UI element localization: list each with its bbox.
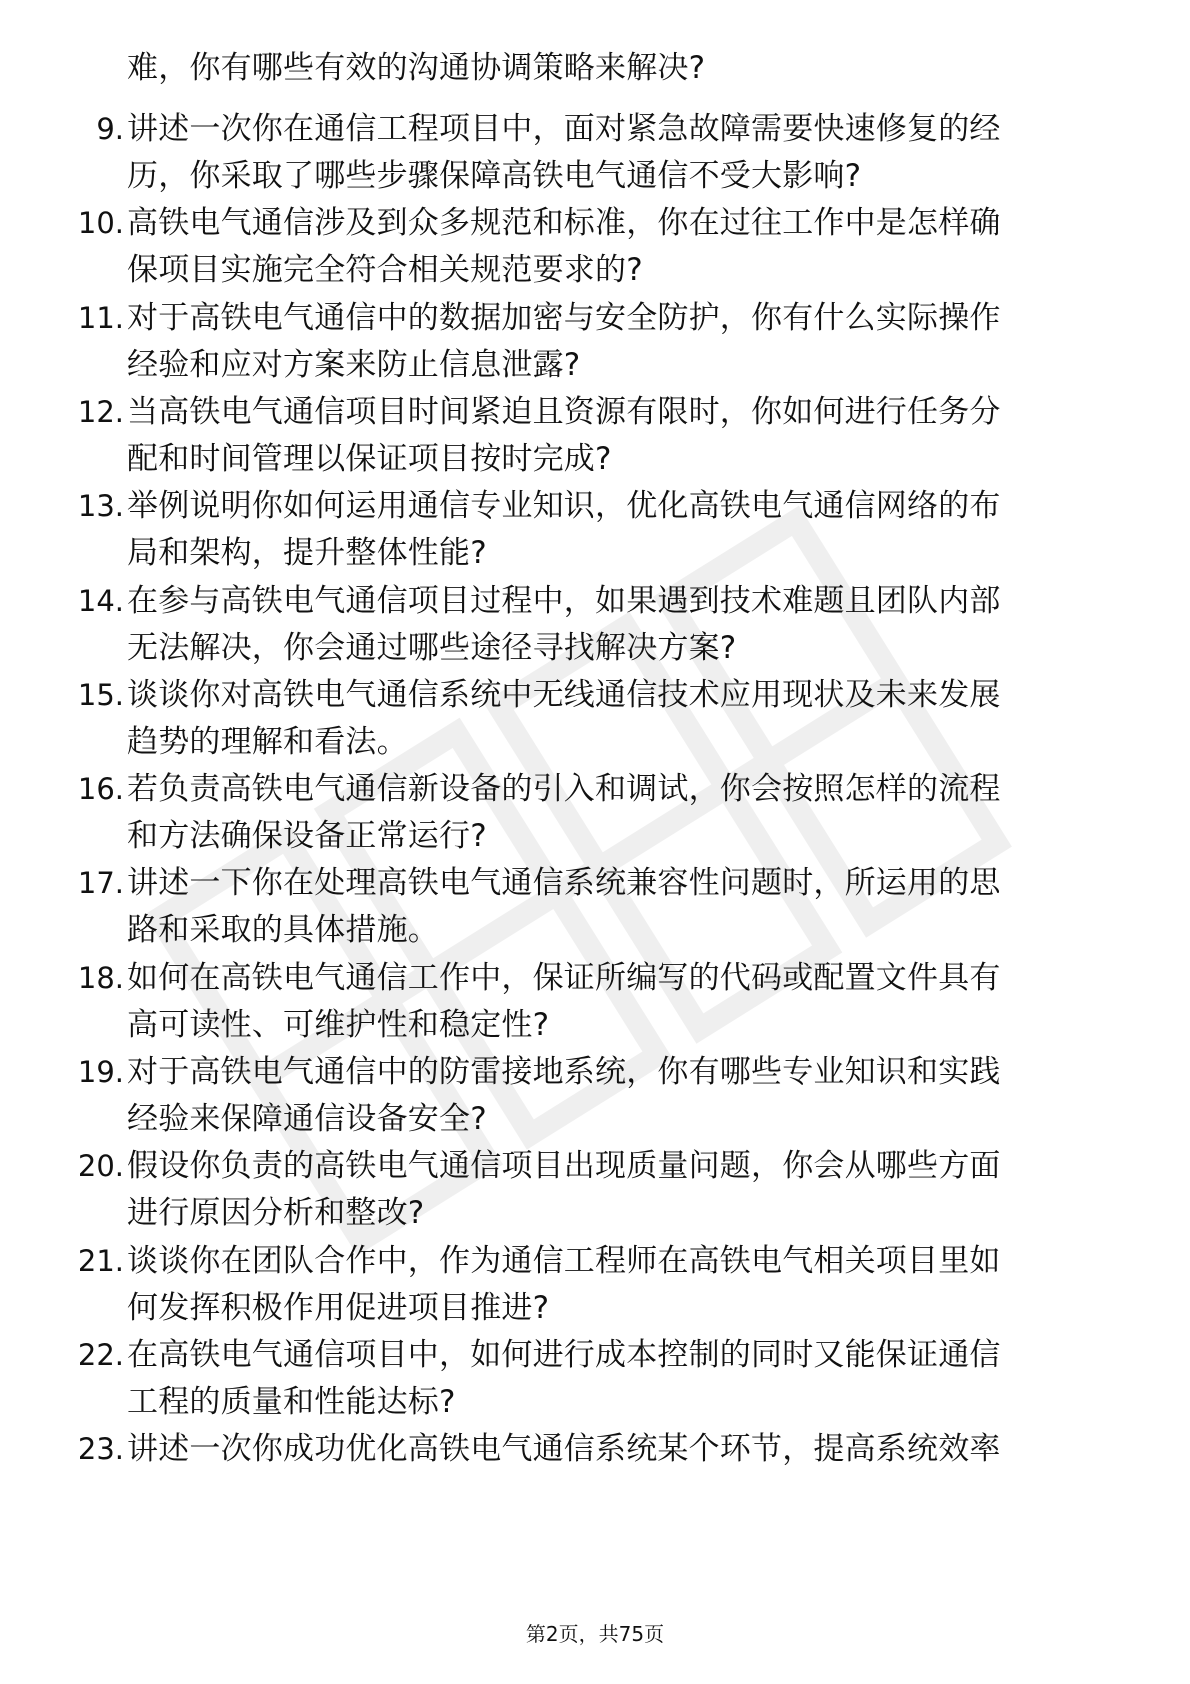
question-text-line: 对于高铁电气通信中的数据加密与安全防护，你有什么实际操作 — [127, 299, 1001, 336]
question-number: 21. — [77, 1243, 124, 1278]
question-number: 13. — [77, 489, 124, 524]
question-text-line: 对于高铁电气通信中的防雷接地系统，你有哪些专业知识和实践 — [127, 1054, 1001, 1090]
question-number: 16. — [77, 772, 124, 807]
question-text-line: 谈谈你对高铁电气通信系统中无线通信技术应用现状及未来发展 — [127, 676, 1001, 713]
question-text-line: 何发挥积极作用促进项目推进? — [127, 1289, 550, 1326]
question-text-line: 无法解决，你会通过哪些途径寻找解决方案? — [127, 629, 737, 666]
question-number: 11. — [77, 300, 124, 335]
question-text-line: 讲述一下你在处理高铁电气通信系统兼容性问题时，所运用的思 — [127, 865, 1001, 902]
page-footer: 第2页，共75页 — [525, 1622, 665, 1646]
question-text-line: 局和架构，提升整体性能? — [127, 535, 487, 572]
question-number: 19. — [77, 1055, 124, 1089]
question-text-line: 谈谈你在团队合作中，作为通信工程师在高铁电气相关项目里如 — [127, 1242, 1001, 1279]
question-text-line: 高铁电气通信涉及到众多规范和标准，你在过往工作中是怎样确 — [127, 205, 1001, 242]
question-number: 22. — [77, 1337, 124, 1372]
question-text-line: 举例说明你如何运用通信专业知识，优化高铁电气通信网络的布 — [127, 488, 1001, 525]
question-text-line: 趋势的理解和看法。 — [127, 723, 408, 760]
question-text-line: 如何在高铁电气通信工作中，保证所编写的代码或配置文件具有 — [127, 959, 1001, 996]
question-number: 15. — [77, 677, 124, 712]
question-text-line: 经验来保障通信设备安全? — [127, 1101, 487, 1137]
question-text-line: 在参与高铁电气通信项目过程中，如果遇到技术难题且团队内部 — [127, 582, 1001, 619]
question-number: 17. — [77, 866, 124, 901]
question-text-line: 配和时间管理以保证项目按时完成? — [127, 440, 612, 477]
question-number: 9. — [96, 112, 124, 146]
question-text-line: 工程的质量和性能达标? — [127, 1383, 456, 1420]
question-text-line: 在高铁电气通信项目中，如何进行成本控制的同时又能保证通信 — [127, 1336, 1001, 1373]
question-text-line: 和方法确保设备正常运行? — [127, 818, 487, 855]
question-text-line: 历，你采取了哪些步骤保障高铁电气通信不受大影响? — [127, 158, 862, 194]
question-number: 18. — [77, 960, 124, 995]
question-text-line: 进行原因分析和整改? — [127, 1195, 425, 1232]
continuation-line: 难，你有哪些有效的沟通协调策略来解决? — [127, 50, 706, 86]
question-text-line: 路和采取的具体措施。 — [127, 912, 439, 949]
question-number: 10. — [77, 206, 124, 241]
question-text-line: 经验和应对方案来防止信息泄露? — [127, 346, 581, 383]
question-number: 20. — [77, 1149, 124, 1184]
question-text-line: 若负责高铁电气通信新设备的引入和调试，你会按照怎样的流程 — [127, 771, 1001, 808]
question-text-line: 当高铁电气通信项目时间紧迫且资源有限时，你如何进行任务分 — [127, 393, 1001, 430]
question-text-line: 讲述一次你成功优化高铁电气通信系统某个环节，提高系统效率 — [127, 1431, 1001, 1468]
question-text-line: 讲述一次你在通信工程项目中，面对紧急故障需要快速修复的经 — [127, 111, 1001, 147]
question-number: 12. — [77, 394, 124, 429]
question-text-line: 保项目实施完全符合相关规范要求的? — [127, 252, 643, 289]
question-number: 23. — [77, 1432, 124, 1467]
question-number: 14. — [77, 583, 124, 618]
question-text-line: 高可读性、可维护性和稳定性? — [127, 1006, 550, 1043]
question-text-line: 假设你负责的高铁电气通信项目出现质量问题，你会从哪些方面 — [127, 1148, 1001, 1185]
